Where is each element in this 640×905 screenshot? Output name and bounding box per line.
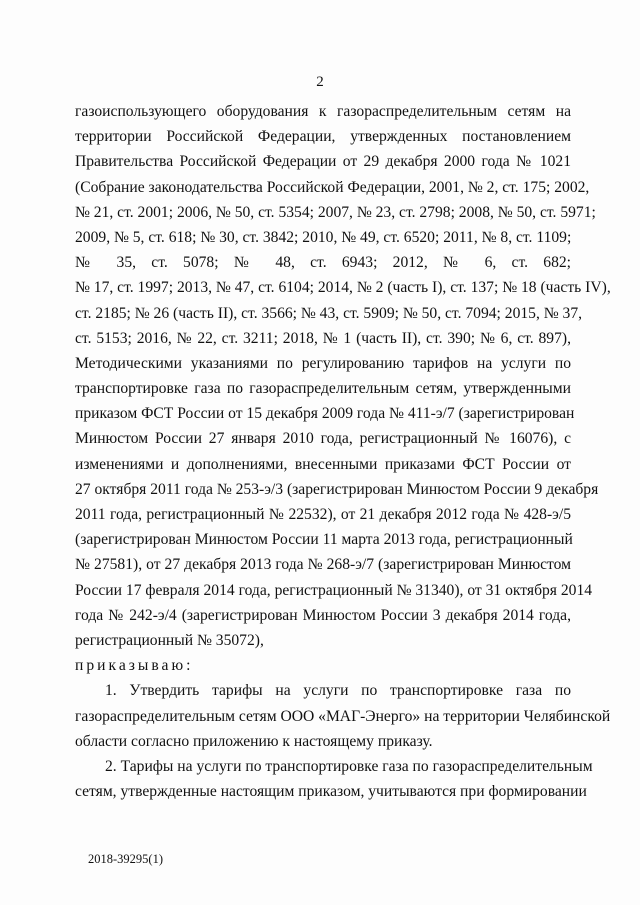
text-line: (Собрание законодательства Российской Федерации, 2001, № 2, ст. 175; 2002, xyxy=(75,178,590,196)
text-line: приказом ФСТ России от 15 декабря 2009 года № 411-э/7 (зарегистрирован xyxy=(75,405,575,423)
text-line: № 21, ст. 2001; 2006, № 50, ст. 5354; 2007, № 23, ст. 2798; 2008, № 50, ст. 5971; xyxy=(75,203,596,221)
text-line: № 35, ст. 5078; № 48, ст. 6943; 2012, № 6, ст. 682; xyxy=(75,254,571,272)
text-line: ст. 5153; 2016, № 22, ст. 3211; 2018, № 1 (часть II), ст. 390; № 6, ст. 897), xyxy=(75,329,571,347)
text-line: Минюстом России 27 января 2010 года, регистрационный № 16076), с xyxy=(75,430,571,448)
text-line: № 27581), от 27 декабря 2013 года № 268-э/7 (зарегистрирован Минюстом xyxy=(75,556,571,574)
text-line: газоиспользующего оборудования к газораспределительным сетям на xyxy=(75,103,571,120)
item-1-line: газораспределительным сетям ООО «МАГ-Энерго» на территории Челябинской xyxy=(75,707,611,725)
text-line: Правительства Российской Федерации от 29 декабря 2000 года № 1021 xyxy=(75,153,571,171)
text-line: территории Российской Федерации, утвержденных постановлением xyxy=(75,128,571,146)
text-line: ст. 2185; № 26 (часть II), ст. 3566; № 43, ст. 5909; № 50, ст. 7094; 2015, № 37, xyxy=(75,304,583,322)
item-2-line: сетям, утвержденные настоящим приказом, учитываются при формировании xyxy=(75,783,587,801)
text-line: изменениями и дополнениями, внесенными приказами ФСТ России от xyxy=(75,455,571,473)
page-number: 2 xyxy=(316,74,324,90)
document-code: 2018-39295(1) xyxy=(88,852,163,866)
text-line: регистрационный № 35072), xyxy=(75,631,264,649)
text-line: 2011 года, регистрационный № 22532), от 21 декабря 2012 года № 428-э/5 xyxy=(75,506,571,523)
text-line: года № 242-э/4 (зарегистрирован Минюстом России 3 декабря 2014 года, xyxy=(75,606,571,624)
item-1-line: области согласно приложению к настоящему приказу. xyxy=(75,732,433,750)
document-body xyxy=(75,99,611,804)
item-1-line: 1. Утвердить тарифы на услуги по транспортировке газа по xyxy=(105,682,571,700)
text-line: Методическими указаниями по регулированию тарифов на услуги по xyxy=(75,354,571,372)
text-line: транспортировке газа по газораспределительным сетям, утвержденными xyxy=(75,380,571,398)
text-line: России 17 февраля 2014 года, регистрационный № 31340), от 31 октября 2014 xyxy=(75,581,593,599)
order-word: приказываю: xyxy=(75,657,194,675)
text-line: 27 октября 2011 года № 253-э/3 (зарегистрирован Минюстом России 9 декабря xyxy=(75,480,599,498)
text-line: 2009, № 5, ст. 618; № 30, ст. 3842; 2010, № 49, ст. 6520; 2011, № 8, ст. 1109; xyxy=(75,228,572,246)
item-2-line: 2. Тарифы на услуги по транспортировке газа по газораспределительным xyxy=(105,757,593,775)
text-line: (зарегистрирован Минюстом России 11 марта 2013 года, регистрационный xyxy=(75,531,573,549)
text-line: № 17, ст. 1997; 2013, № 47, ст. 6104; 2014, № 2 (часть I), ст. 137; № 18 (часть IV), xyxy=(75,279,611,297)
